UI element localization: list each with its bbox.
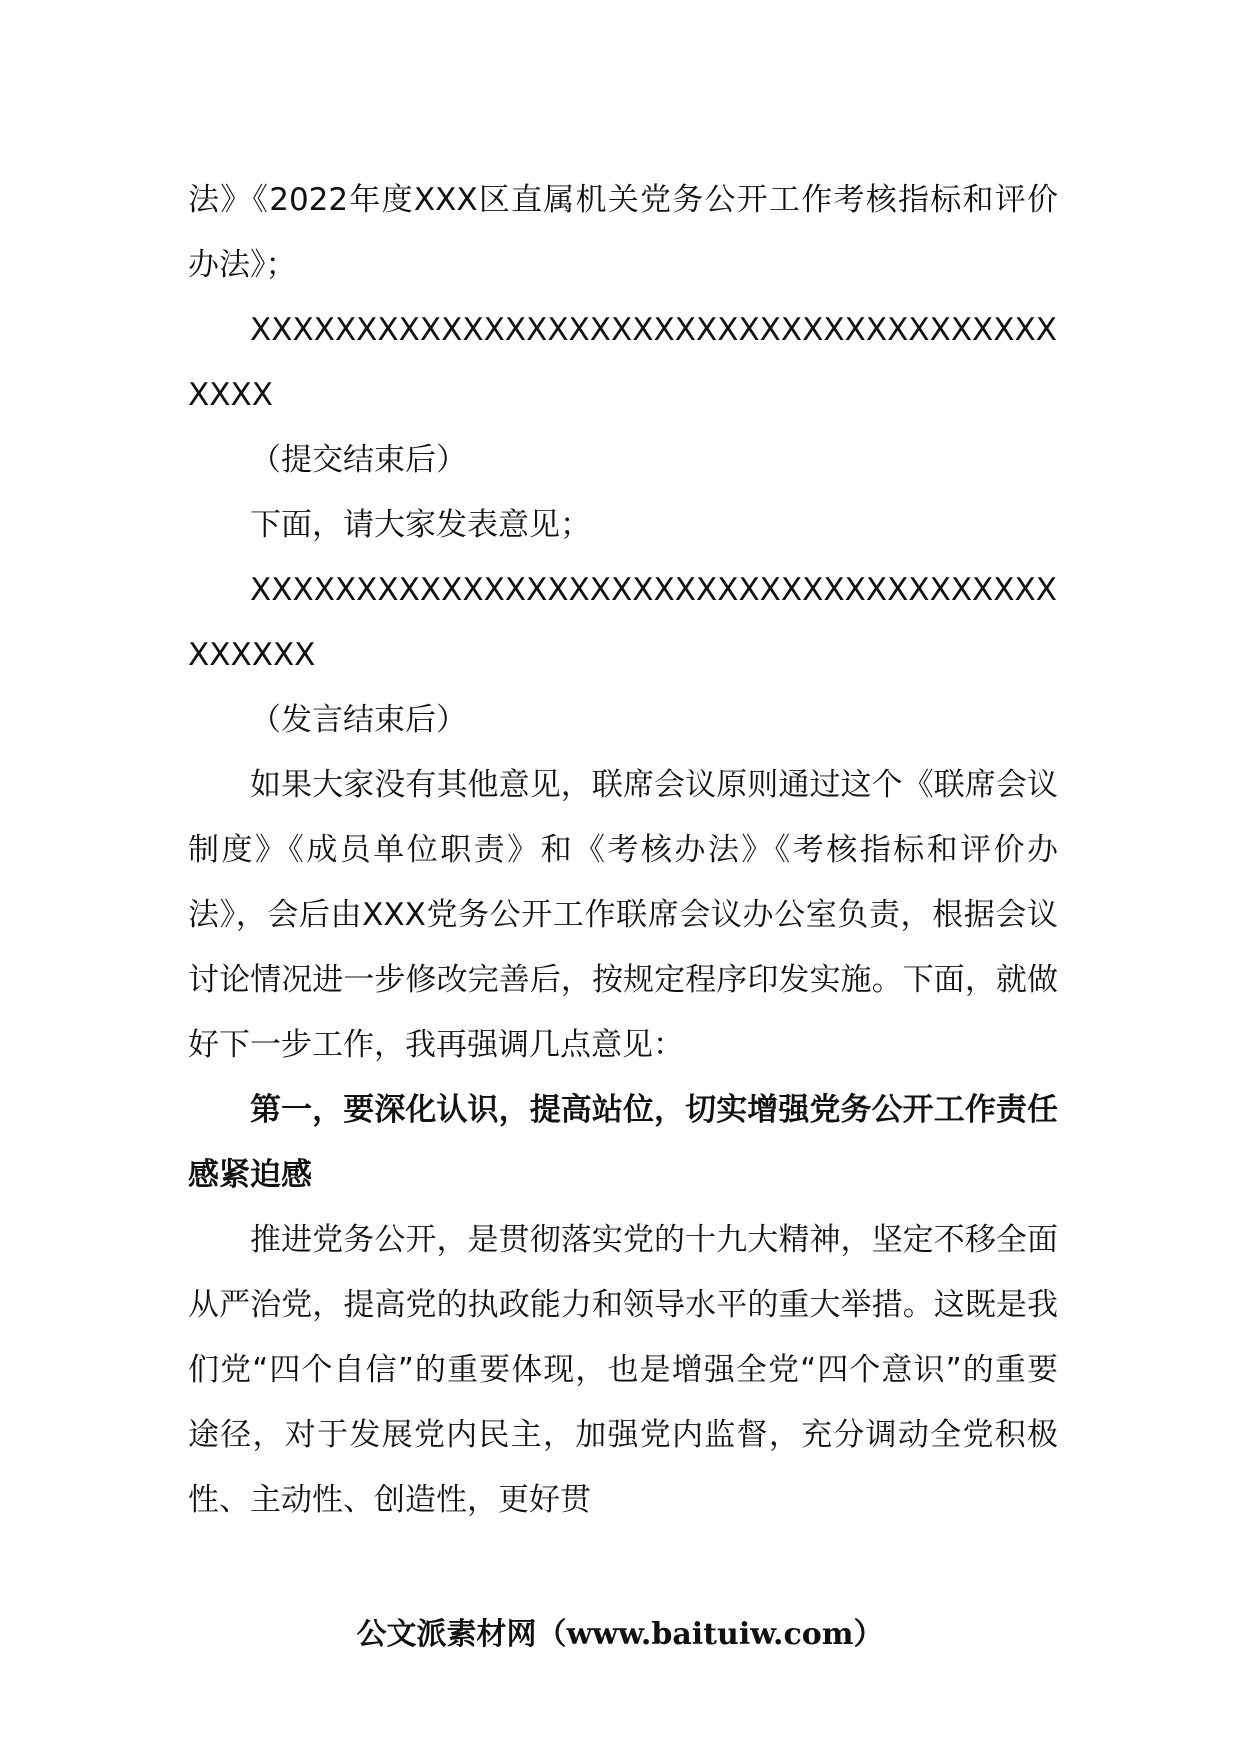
section-heading-first: 第一，要深化认识，提高站位，切实增强党务公开工作责任感紧迫感: [188, 1092, 1058, 1193]
paragraph-invite-opinions: 下面，请大家发表意见；: [250, 507, 591, 543]
paragraph-continuation: 法》《2022年度XXX区直属机关党务公开工作考核指标和评价办法》；: [188, 182, 1058, 283]
document-body: [188, 168, 1058, 1533]
footer-watermark: 公文派素材网（www.baituiw.com）: [356, 1617, 884, 1652]
paragraph-submission-note: （提交结束后）: [250, 442, 467, 478]
paragraph-approval: 如果大家没有其他意见，联席会议原则通过这个《联席会议制度》《成员单位职责》和《考核办法》《考核指标和评价办法》，会后由XXX党务公开工作联席会议办公室负责，根据会议讨论情况进一步修改完善后，按规定程序印发实施。下面，就做好下一步工作，我再强调几点意见：: [188, 767, 1058, 1063]
paragraph-placeholder-2: XXXXXXXXXXXXXXXXXXXXXXXXXXXXXXXXXXXXXXXXXXXX: [188, 572, 1057, 673]
paragraph-speech-note: （发言结束后）: [250, 702, 467, 738]
paragraph-placeholder-1: XXXXXXXXXXXXXXXXXXXXXXXXXXXXXXXXXXXXXXXXXX: [188, 312, 1057, 413]
paragraph-body: 推进党务公开，是贯彻落实党的十九大精神，坚定不移全面从严治党，提高党的执政能力和领导水平的重大举措。这既是我们党“四个自信”的重要体现，也是增强全党“四个意识”的重要途径，对于发展党内民主，加强党内监督，充分调动全党积极性、主动性、创造性，更好贯: [188, 1222, 1058, 1518]
